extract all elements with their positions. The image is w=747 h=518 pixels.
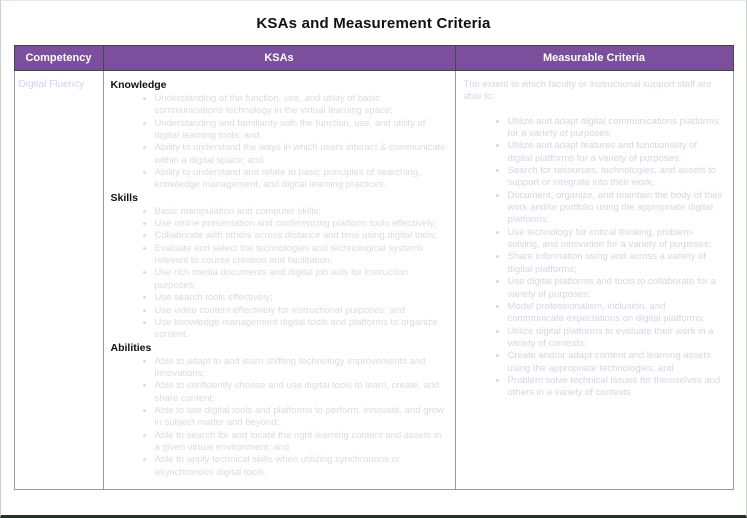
list-item: • Share information using and across a variety of digital platforms; [508,251,725,276]
list-item: • Search for resources, technologies, and assets to support or integrate into their work; [508,165,725,190]
criteria-list [464,116,725,400]
ksas-cell [103,71,455,490]
list-item: • Use knowledge management digital tools and platforms to organize content. [155,317,447,342]
criteria-intro: The extent to which faculty or instructional support staff are able to: [463,79,712,103]
competency-label: Digital Fluency [18,79,85,90]
list-item: • Understanding of the function, use, and utility of basic communications technology in the virtual learning space; [155,93,447,118]
list-item: • Able to confidently choose and use digital tools to learn, create, and share content; [155,380,447,405]
abilities-list [111,356,447,479]
knowledge-list [111,93,447,192]
col-header-ksas: KSAs [103,46,455,71]
ksa-table [14,45,734,490]
list-item: • Able to adapt to and learn shifting technology improvements and innovations; [155,356,447,381]
list-item: • Use online presentation and conferencing platform tools effectively; [155,218,447,230]
list-item: • Basic manipulation and computer skills; [155,206,447,218]
list-item: • Utilize and adapt digital communications platforms for a variety of purposes; [508,116,725,141]
section-heading-abilities: Abilities [110,341,152,354]
col-header-competency: Competency [14,46,103,71]
list-item: • Able to search for and locate the right learning content and assets in a given virtual environment; and [155,430,447,455]
list-item: • Use digital platforms and tools to collaborate for a variety of purposes; [508,276,725,301]
list-item: • Use search tools effectively; [155,292,447,304]
list-item: • Understanding and familiarity with the function, use, and utility of digital learning tools; and [155,118,447,143]
list-item: • Utilize digital platforms to evaluate their work in a variety of contexts; [508,326,725,351]
list-item: • Use technology for critical thinking, problem-solving, and innovation for a variety of purposes; [508,227,725,252]
skills-list [111,206,447,342]
skills-section [111,192,447,342]
col-header-measurable-criteria: Measurable Criteria [455,46,733,71]
competency-cell [14,71,103,490]
list-item: • Collaborate with others across distance and time using digital tools; [155,230,447,242]
list-item: • Ability to understand and relate to basic principles of searching, knowledge management, and digital learning practices. [155,167,447,192]
list-item: • Create and/or adapt content and learning assets using the appropriate technologies; and [508,350,725,375]
list-item: • Evaluate and select the technologies and technological systems relevant to course creation and facilitation; [155,243,447,268]
section-heading-knowledge: Knowledge [110,79,167,91]
list-item: • Problem solve technical issues for themselves and others in a variety of contexts [508,375,725,400]
measurable-criteria-cell [455,71,733,490]
page-title: KSAs and Measurement Criteria [256,15,491,32]
list-item: • Model professionalism, inclusion, and communicate expectations on digital platforms; [508,301,725,326]
list-item: • Ability to understand the ways in which users interact & communicate within a digital space; and [155,142,447,167]
list-item: • Use rich media documents and digital job aids for instruction purposes; [155,267,447,292]
list-item: • Use video content effectively for instructional purposes; and [155,305,447,317]
list-item: • Able to apply technical skills when utilizing synchronous or asynchronous digital tools. [155,454,447,479]
section-heading-skills: Skills [110,191,138,204]
table-row [14,71,733,490]
list-item: • Document, organize, and maintain the body of their work and/or portfolio using the appropriate digital platforms; [508,190,725,227]
list-item: • Utilize and adapt features and functionality of digital platforms for a variety of purposes; [508,140,725,165]
table-header-row [14,46,733,71]
abilities-section [111,342,447,479]
knowledge-section [111,79,447,192]
list-item: • Able to use digital tools and platforms to perform, innovate, and grow in subject matter and beyond; [155,405,447,430]
